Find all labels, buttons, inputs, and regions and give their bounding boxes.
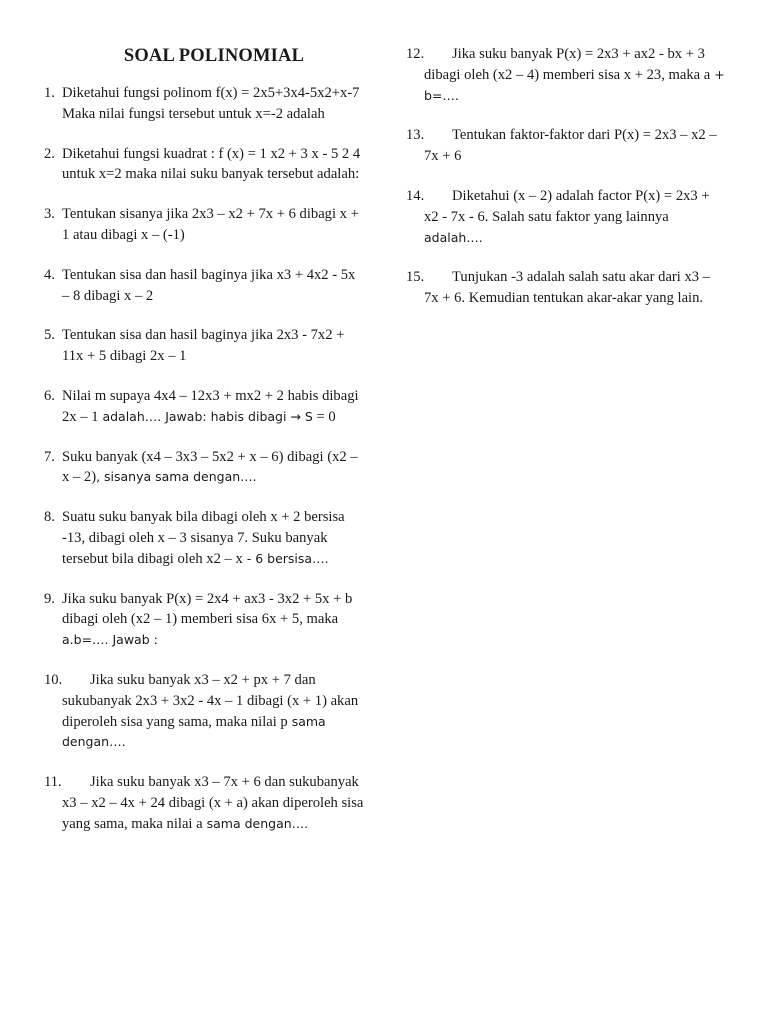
question-number: 2. [44,145,55,162]
question-15 [406,267,726,309]
question-text-tail: a.b=…. Jawab : [62,632,158,648]
question-9 [44,589,364,651]
question-text: Tunjukan -3 adalah salah satu akar dari x3 – 7x + 6. Kemudian tentukan akar-akar yang lain. [424,269,711,307]
question-7 [44,447,364,489]
question-number: 1. [44,85,55,101]
question-text: Jika suku banyak x3 – x2 + px + 7 dan sukubanyak 2x3 + 3x2 - 4x – 1 dibagi (x + 1) akan diperoleh sisa yang sama, maka nilai p [62,671,359,730]
question-3 [44,204,364,246]
question-number: 7. [44,448,55,465]
question-text: Tentukan sisa dan hasil baginya jika 2x3 - 7x2 + 11x + 5 dibagi 2x – 1 [62,327,345,365]
question-text: Diketahui fungsi polinom f(x) = 2x5+3x4-5x2+x-7 Maka nilai fungsi tersebut untuk x=-2 adalah [62,85,360,122]
question-text: Jika suku banyak P(x) = 2x4 + ax3 - 3x2 + 5x + b dibagi oleh (x2 – 1) memberi sisa 6x + 5, maka [62,590,353,628]
question-text-wrap [424,44,726,106]
question-4 [44,265,364,307]
question-number: 14. [406,187,425,204]
question-12 [406,44,726,106]
question-6 [44,386,364,428]
question-text-tail: + b=…. [424,66,725,103]
question-text-wrap [62,447,364,489]
question-14 [406,186,726,248]
question-5 [44,325,364,367]
question-text: Diketahui fungsi kuadrat : f (x) = 1 x2 + 3 x - 5 2 4 untuk x=2 maka nilai suku banyak tersebut adalah: [62,145,361,183]
question-text: Nilai m supaya 4x4 – 12x3 + mx2 + 2 habis dibagi 2x – 1 [62,387,359,425]
question-number: 11. [44,774,62,791]
question-text: Tentukan sisanya jika 2x3 – x2 + 7x + 6 dibagi x + 1 atau dibagi x – (-1) [62,206,359,243]
question-text: Suku banyak (x4 – 3x3 – 5x2 + x – 6) dibagi (x2 – x – 2) [62,448,358,486]
question-text-tail: sama dengan…. [62,713,326,750]
question-1 [44,83,364,125]
question-text: Jika suku banyak x3 – 7x + 6 dan sukubanyak x3 – x2 – 4x + 24 dibagi (x + a) akan diperoleh sisa yang sama, maka nilai a [62,774,364,832]
question-number: 13. [406,127,425,144]
question-text-wrap [62,772,364,834]
question-2 [44,144,364,186]
question-text: Tentukan sisa dan hasil baginya jika x3 + 4x2 - 5x – 8 dibagi x – 2 [62,266,356,304]
question-number: 9. [44,590,55,607]
question-number: 10. [44,671,63,688]
question-11 [44,772,364,834]
document-title: SOAL POLINOMIAL [123,46,305,66]
question-text-wrap [62,670,364,753]
question-text-wrap [62,386,364,428]
question-number: 12. [406,46,425,62]
question-8 [44,507,364,569]
question-text-wrap [62,507,364,569]
question-13 [406,125,726,167]
question-text-tail: - 6 bersisa…. [242,550,329,566]
question-text-end: = 0 [312,408,336,425]
question-number: 8. [44,509,55,526]
left-column [44,44,364,854]
question-text-tail: sama dengan…. [202,815,309,831]
question-number: 6. [44,387,55,404]
question-number: 4. [44,266,55,283]
question-number: 3. [44,206,55,223]
question-text-wrap [62,589,364,651]
right-column [406,44,726,328]
question-text-tail: , sisanya sama dengan…. [96,469,257,485]
question-text: Jika suku banyak P(x) = 2x3 + ax2 - bx + 3 dibagi oleh (x2 – 4) memberi sisa x + 23, maka a [424,46,711,83]
question-10 [44,670,364,753]
question-text-tail: adalah…. [424,229,483,245]
question-number: 15. [406,269,425,286]
question-text-wrap [424,186,726,248]
question-answer-hint: adalah…. Jawab: habis dibagi → S [98,408,313,424]
question-text: Suatu suku banyak bila dibagi oleh x + 2 bersisa -13, dibagi oleh x – 3 sisanya 7. Suku banyak tersebut bila dibagi oleh x2 – x [62,509,345,567]
question-number: 5. [44,327,55,344]
question-text: Diketahui (x – 2) adalah factor P(x) = 2x3 + x2 - 7x - 6. Salah satu faktor yang lainnya [424,187,710,225]
question-text: Tentukan faktor-faktor dari P(x) = 2x3 – x2 – 7x + 6 [424,127,717,165]
